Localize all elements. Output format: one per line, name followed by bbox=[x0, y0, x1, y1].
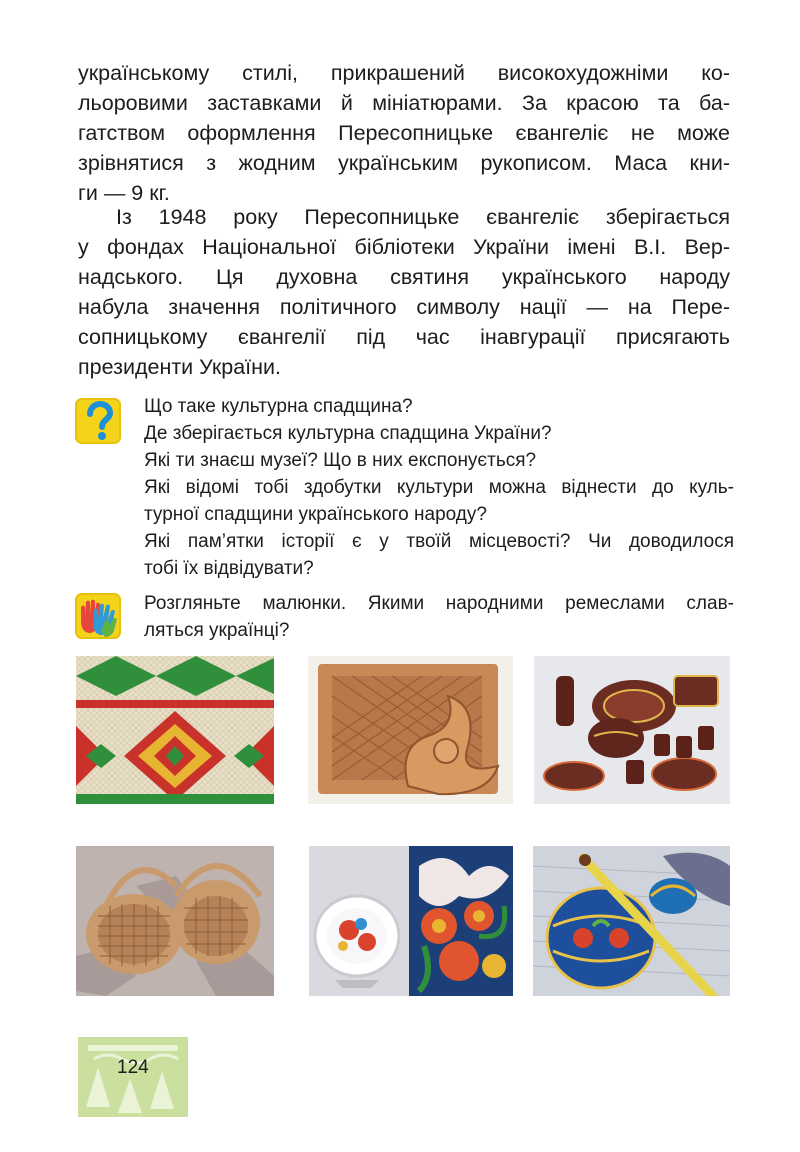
question-line: турної спадщини українського народу? bbox=[144, 504, 487, 525]
task-line: Розгляньте малюнки. Якими народними ремеслами слав- bbox=[144, 593, 734, 614]
text-line: президенти України. bbox=[78, 355, 282, 379]
question-line: тобі їх відвідувати? bbox=[144, 558, 314, 579]
page-number: 124 bbox=[117, 1057, 149, 1078]
text-line: у фондах Національної бібліотеки України імені В.І. Вер- bbox=[78, 235, 730, 259]
ceramics-photo bbox=[534, 656, 730, 804]
paragraph-2 bbox=[78, 202, 730, 382]
text-line: українському стилі, прикрашений високохудожніми ко- bbox=[78, 61, 730, 85]
questions-list bbox=[144, 393, 734, 582]
pysanka-painting-photo bbox=[533, 846, 730, 996]
text-line: гатством оформлення Пересопницьке євангеліє не може bbox=[78, 121, 730, 145]
text-line: льоровими заставками й мініатюрами. За красою та ба- bbox=[78, 91, 730, 115]
paragraph-1 bbox=[78, 58, 730, 208]
question-line: Де зберігається культурна спадщина України? bbox=[144, 423, 552, 444]
text-line: надського. Ця духовна святиня українського народу bbox=[78, 265, 730, 289]
text-line: набула значення політичного символу нації — на Пере- bbox=[78, 295, 730, 319]
question-line: Які ти знаєш музеї? Що в них експонується? bbox=[144, 450, 537, 471]
text-line: Із 1948 року Пересопницьке євангеліє зберігається bbox=[116, 205, 730, 229]
wicker-baskets-photo bbox=[76, 846, 274, 996]
question-line: Що таке культурна спадщина? bbox=[144, 396, 413, 417]
text-line: ги — 9 кг. bbox=[78, 181, 170, 205]
text-line: зрівнятися з жодним українським рукописом. Маса кни- bbox=[78, 151, 730, 175]
hands-icon bbox=[75, 593, 121, 639]
petrykivka-painting-photo bbox=[309, 846, 513, 996]
embroidery-photo bbox=[76, 656, 274, 804]
question-mark-icon bbox=[75, 398, 121, 444]
wood-carving-photo bbox=[308, 656, 513, 804]
task-text bbox=[144, 590, 734, 644]
question-line: Які відомі тобі здобутки культури можна віднести до куль- bbox=[144, 477, 734, 498]
text-line: сопницькому євангелії під час інавгурації присягають bbox=[78, 325, 730, 349]
question-line: Які пам’ятки історії є у твоїй місцевості? Чи доводилося bbox=[144, 531, 734, 552]
task-line: ляться українці? bbox=[144, 620, 290, 641]
